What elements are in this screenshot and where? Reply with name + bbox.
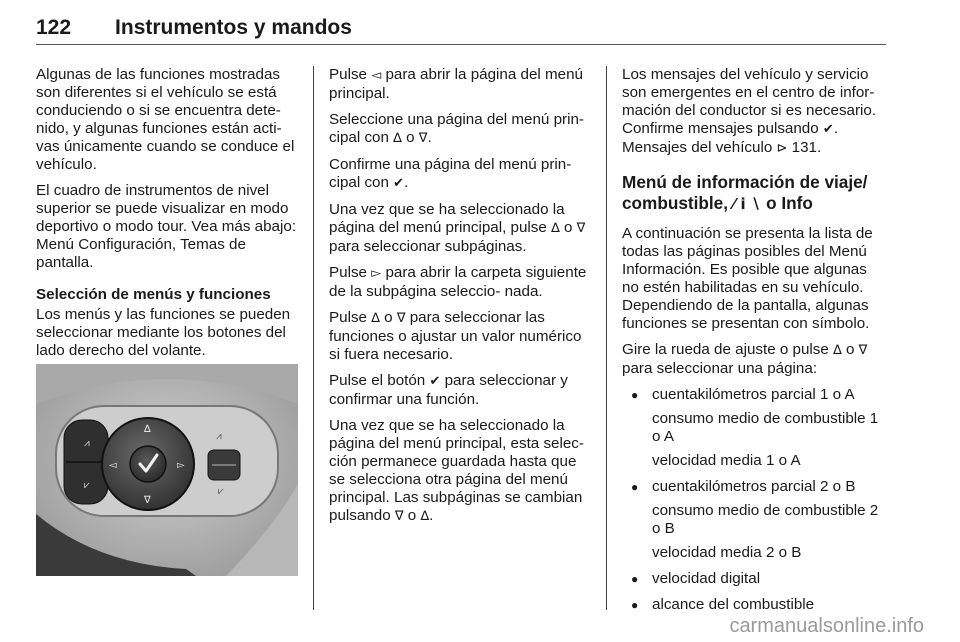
trip-info-icon: ⁄ i ∖ (732, 195, 762, 213)
paragraph: Pulse ▻ para abrir la carpeta siguiente de la subpágina seleccio- nada. (329, 264, 587, 300)
paragraph: Una vez que se ha seleccionado la página del menú principal, esta selec- ción permanece guardada hasta que se selecciona otra página del menú principal. Las subpáginas se cambian pulsando ∇ o ∆. (329, 417, 584, 524)
svg-text:⩗: ⩗ (218, 486, 224, 497)
column-divider (313, 66, 314, 610)
list-item: ● cuentakilómetros parcial 1 o A consumo medio de combustible 1 o A velocidad media 1 o A (622, 386, 886, 470)
list-subitem: consumo medio de combustible 1 o A (652, 410, 879, 445)
down-icon: ∇ (858, 343, 868, 358)
paragraph: Pulse el botón ✔ para seleccionar y confirmar una función. (329, 372, 568, 408)
steering-wheel-controls-photo (36, 364, 298, 576)
up-icon: ∆ (833, 343, 842, 358)
paragraph: Pulse ◅ para abrir la página del menú principal. (329, 66, 584, 102)
paragraph: Una vez que se ha seleccionado la página del menú principal, pulse ∆ o ∇ para seleccionar subpáginas. (329, 201, 586, 255)
info-pages-list (622, 386, 886, 614)
column-3 (622, 66, 886, 622)
paragraph: El cuadro de instrumentos de nivel superior se puede visualizar en modo deportivo o modo tour. Vea más abajo: Menú Configuración, Temas de pantalla. (36, 182, 297, 271)
paragraph: Gire la rueda de ajuste o pulse ∆ o ∇ para seleccionar una página: (622, 341, 868, 377)
column-2 (329, 66, 591, 534)
back-icon: ◅ (371, 68, 382, 83)
paragraph: Los mensajes del vehículo y servicio son emergentes en el centro de infor- mación del conductor si es necesario. Confirme mensajes pulsando ✔. Mensajes del vehículo ⊳ 131. (622, 66, 877, 156)
down-icon: ∇ (396, 311, 406, 326)
paragraph: Seleccione una página del menú prin- cipal con ∆ o ∇. (329, 111, 584, 146)
up-icon: ∆ (551, 221, 560, 236)
paragraph: Pulse ∆ o ∇ para seleccionar las funciones o ajustar un valor numérico si fuera necesario. (329, 309, 582, 363)
svg-text:▻: ▻ (177, 460, 185, 471)
svg-text:⩘: ⩘ (84, 438, 90, 449)
list-subitem: consumo medio de combustible 2 o B (652, 502, 879, 537)
down-icon: ∇ (394, 509, 404, 524)
list-item: ● cuentakilómetros parcial 2 o B consumo medio de combustible 2 o B velocidad media 2 o B (622, 478, 886, 562)
list-item: ● alcance del combustible (622, 596, 886, 614)
svg-text:⩘: ⩘ (216, 431, 222, 442)
column-1 (36, 66, 298, 368)
page-number: 122 (36, 16, 72, 39)
down-icon: ∇ (576, 221, 586, 236)
page-header (36, 6, 886, 45)
column-divider (606, 66, 607, 610)
list-subitem: velocidad media 2 o B (652, 544, 802, 561)
list-subitem: velocidad media 1 o A (652, 452, 801, 469)
down-icon: ∇ (418, 131, 428, 146)
check-icon: ✔ (429, 374, 441, 389)
page-reference-icon[interactable]: ⊳ (776, 141, 788, 156)
svg-text:∇: ∇ (144, 495, 151, 506)
page-title: Instrumentos y mandos (115, 16, 352, 39)
watermark: carmanualsonline.info (729, 615, 924, 637)
section-heading: Menú de información de viaje/ combustible, ⁄ i ∖ o Info (622, 172, 868, 213)
section-heading: Selección de menús y funciones (36, 286, 271, 303)
up-icon: ∆ (371, 311, 380, 326)
forward-icon: ▻ (371, 266, 382, 281)
paragraph: A continuación se presenta la lista de todas las páginas posibles del Menú Información. Es posible que algunas no estén habilitadas en su vehículo. Dependiendo de la pantalla, algunas funciones se presentan con símbolo. (622, 225, 873, 332)
svg-text:∆: ∆ (144, 424, 151, 435)
svg-text:◅: ◅ (109, 460, 117, 471)
list-item: ● velocidad digital (622, 570, 886, 588)
check-icon: ✔ (393, 176, 405, 191)
paragraph: Los menús y las funciones se pueden seleccionar mediante los botones del lado derecho del volante. (36, 306, 291, 359)
up-icon: ∆ (420, 509, 430, 524)
paragraph: Confirme una página del menú prin- cipal con ✔. (329, 156, 572, 191)
paragraph: Algunas de las funciones mostradas son diferentes si el vehículo se está conduciendo o si se encuentra dete- nido, y algunas funciones están acti- vas únicamente cuando se conduce el vehículo. (36, 66, 295, 173)
up-icon: ∆ (393, 131, 402, 146)
svg-text:⩗: ⩗ (84, 480, 90, 491)
check-icon: ✔ (822, 122, 834, 137)
